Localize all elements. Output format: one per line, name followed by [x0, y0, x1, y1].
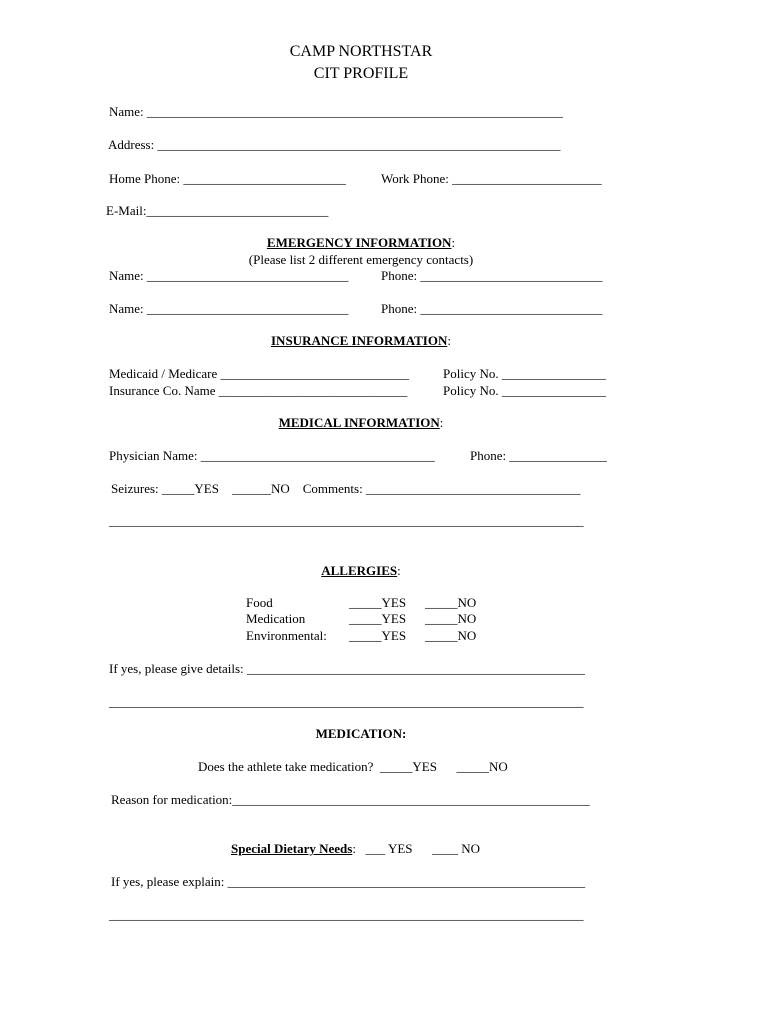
- allergy-details-blank-line: _________________________________________________________________________: [109, 694, 584, 709]
- policy-no-2: Policy No. ________________: [443, 383, 606, 398]
- policy-no-1: Policy No. ________________: [443, 366, 606, 381]
- medical-heading-text: MEDICAL INFORMATION: [278, 415, 440, 430]
- allergy-label-food: Food: [246, 595, 273, 610]
- emergency-name-1: Name: _______________________________: [109, 268, 349, 283]
- allergies-heading-colon: :: [397, 563, 401, 578]
- allergy-no-environmental: _____NO: [425, 628, 477, 643]
- allergy-label-environmental: Environmental:: [246, 628, 327, 643]
- insurance-heading: [0, 333, 722, 349]
- work-phone-field: Work Phone: _______________________: [381, 171, 602, 186]
- physician-field: Physician Name: ____________________________________: [109, 448, 435, 463]
- insurance-company-field: Insurance Co. Name _____________________________: [109, 383, 408, 398]
- insurance-heading-text: INSURANCE INFORMATION: [271, 333, 448, 348]
- comments-blank-line: _________________________________________________________________________: [109, 513, 584, 528]
- physician-phone: Phone: _______________: [470, 448, 607, 463]
- dietary-explain-field: If yes, please explain: _______________________________________________________: [111, 874, 586, 889]
- dietary-heading-text: Special Dietary Needs: [231, 841, 353, 856]
- emergency-phone-1: Phone: ____________________________: [381, 268, 603, 283]
- name-field: Name: ________________________________________________________________: [109, 104, 563, 119]
- medicaid-field: Medicaid / Medicare _____________________________: [109, 366, 410, 381]
- emergency-phone-2: Phone: ____________________________: [381, 301, 603, 316]
- dietary-options: : ___ YES ____ NO: [352, 841, 481, 856]
- address-field: Address: ______________________________________________________________: [108, 137, 561, 152]
- allergy-details-field: If yes, please give details: ____________________________________________________: [109, 661, 585, 676]
- emergency-heading: [0, 235, 722, 251]
- medication-question: Does the athlete take medication? _____YES _____NO: [198, 759, 508, 774]
- emergency-heading-text: EMERGENCY INFORMATION: [266, 235, 452, 250]
- seizures-field: Seizures: _____YES ______NO Comments: _________________________________: [111, 481, 581, 496]
- medication-reason-field: Reason for medication:_______________________________________________________: [111, 792, 590, 807]
- emergency-name-2: Name: _______________________________: [109, 301, 349, 316]
- home-phone-field: Home Phone: _________________________: [109, 171, 346, 186]
- allergy-yes-medication: _____YES: [349, 611, 407, 626]
- allergy-no-food: _____NO: [425, 595, 477, 610]
- insurance-heading-colon: :: [447, 333, 451, 348]
- email-field: E-Mail:____________________________: [106, 203, 329, 218]
- dietary-needs-row: [231, 841, 480, 857]
- emergency-note: (Please list 2 different emergency contacts): [248, 252, 474, 267]
- form-subtitle: CIT PROFILE: [313, 65, 409, 82]
- allergy-yes-environmental: _____YES: [349, 628, 407, 643]
- form-title: CAMP NORTHSTAR: [289, 43, 433, 60]
- dietary-blank-line: _________________________________________________________________________: [109, 907, 584, 922]
- allergies-heading-text: ALLERGIES: [321, 563, 398, 578]
- allergy-yes-food: _____YES: [349, 595, 407, 610]
- allergies-heading: [0, 563, 722, 579]
- medical-heading-colon: :: [439, 415, 444, 430]
- emergency-heading-colon: :: [451, 235, 456, 250]
- allergy-label-medication: Medication: [246, 611, 306, 626]
- medical-heading: [0, 415, 722, 431]
- allergy-no-medication: _____NO: [425, 611, 477, 626]
- medication-heading: MEDICATION:: [315, 726, 407, 741]
